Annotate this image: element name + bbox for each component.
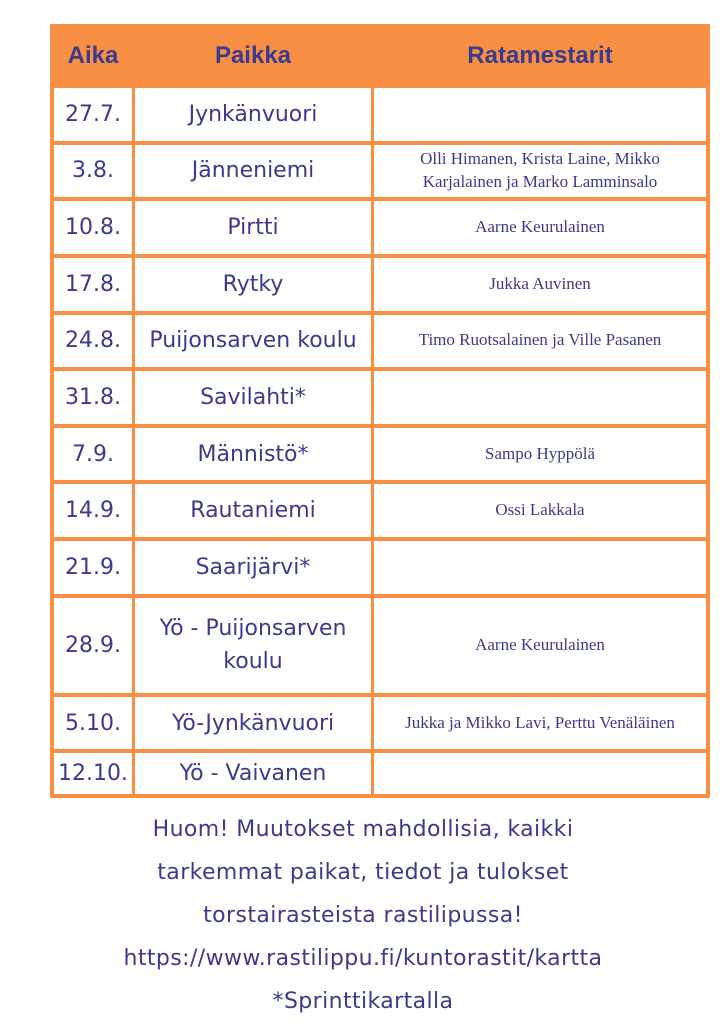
schedule-table-container <box>50 24 710 798</box>
row-date: 27.7. <box>54 88 132 141</box>
note-sprint-footnote: *Sprinttikartalla <box>272 989 454 1014</box>
note-url-link[interactable]: https://www.rastilippu.fi/kuntorastit/kartta <box>123 946 603 971</box>
row-course-setters <box>374 753 706 794</box>
row-date: 28.9. <box>54 598 132 693</box>
row-course-setters: Sampo Hyppölä <box>374 428 706 481</box>
table-row <box>54 541 706 594</box>
row-place: Saarijärvi* <box>135 541 371 594</box>
table-header-row <box>54 28 706 84</box>
note-line: tarkemmat paikat, tiedot ja tulokset <box>157 860 569 885</box>
row-course-setters: Aarne Keurulainen <box>374 598 706 693</box>
row-place: Yö - Vaivanen <box>135 753 371 794</box>
row-place: Yö-Jynkänvuori <box>135 697 371 750</box>
table-row <box>54 315 706 368</box>
header-course-setters: Ratamestarit <box>374 28 706 84</box>
table-row <box>54 371 706 424</box>
row-place: Rautaniemi <box>135 484 371 537</box>
note-line: torstairasteista rastilipussa! <box>203 903 523 928</box>
row-course-setters <box>374 371 706 424</box>
schedule-table <box>51 24 709 798</box>
table-row <box>54 753 706 794</box>
table-row <box>54 145 706 198</box>
row-date: 14.9. <box>54 484 132 537</box>
row-place: Pirtti <box>135 201 371 254</box>
table-row <box>54 484 706 537</box>
header-time: Aika <box>54 28 132 84</box>
row-date: 5.10. <box>54 697 132 750</box>
row-course-setters: Jukka ja Mikko Lavi, Perttu Venäläinen <box>374 697 706 750</box>
row-date: 7.9. <box>54 428 132 481</box>
table-row <box>54 697 706 750</box>
table-row <box>54 428 706 481</box>
row-course-setters: Olli Himanen, Krista Laine, Mikko Karjalainen ja Marko Lamminsalo <box>374 145 706 198</box>
row-course-setters <box>374 541 706 594</box>
row-course-setters: Aarne Keurulainen <box>374 201 706 254</box>
row-course-setters <box>374 88 706 141</box>
footer-note <box>0 808 726 1023</box>
table-row <box>54 88 706 141</box>
row-course-setters: Timo Ruotsalainen ja Ville Pasanen <box>374 315 706 368</box>
row-place: Rytky <box>135 258 371 311</box>
row-course-setters: Ossi Lakkala <box>374 484 706 537</box>
note-line: Huom! Muutokset mahdollisia, kaikki <box>152 817 574 842</box>
row-date: 10.8. <box>54 201 132 254</box>
header-place: Paikka <box>135 28 371 84</box>
table-row <box>54 258 706 311</box>
row-date: 21.9. <box>54 541 132 594</box>
row-place: Savilahti* <box>135 371 371 424</box>
row-place: Puijonsarven koulu <box>135 315 371 368</box>
row-date: 3.8. <box>54 145 132 198</box>
row-place: Männistö* <box>135 428 371 481</box>
row-course-setters: Jukka Auvinen <box>374 258 706 311</box>
row-date: 12.10. <box>54 753 132 794</box>
row-place: Yö - Puijonsarven koulu <box>135 598 371 693</box>
table-row <box>54 201 706 254</box>
row-date: 31.8. <box>54 371 132 424</box>
row-place: Jynkänvuori <box>135 88 371 141</box>
row-date: 17.8. <box>54 258 132 311</box>
row-place: Jänneniemi <box>135 145 371 198</box>
table-row <box>54 598 706 693</box>
row-date: 24.8. <box>54 315 132 368</box>
